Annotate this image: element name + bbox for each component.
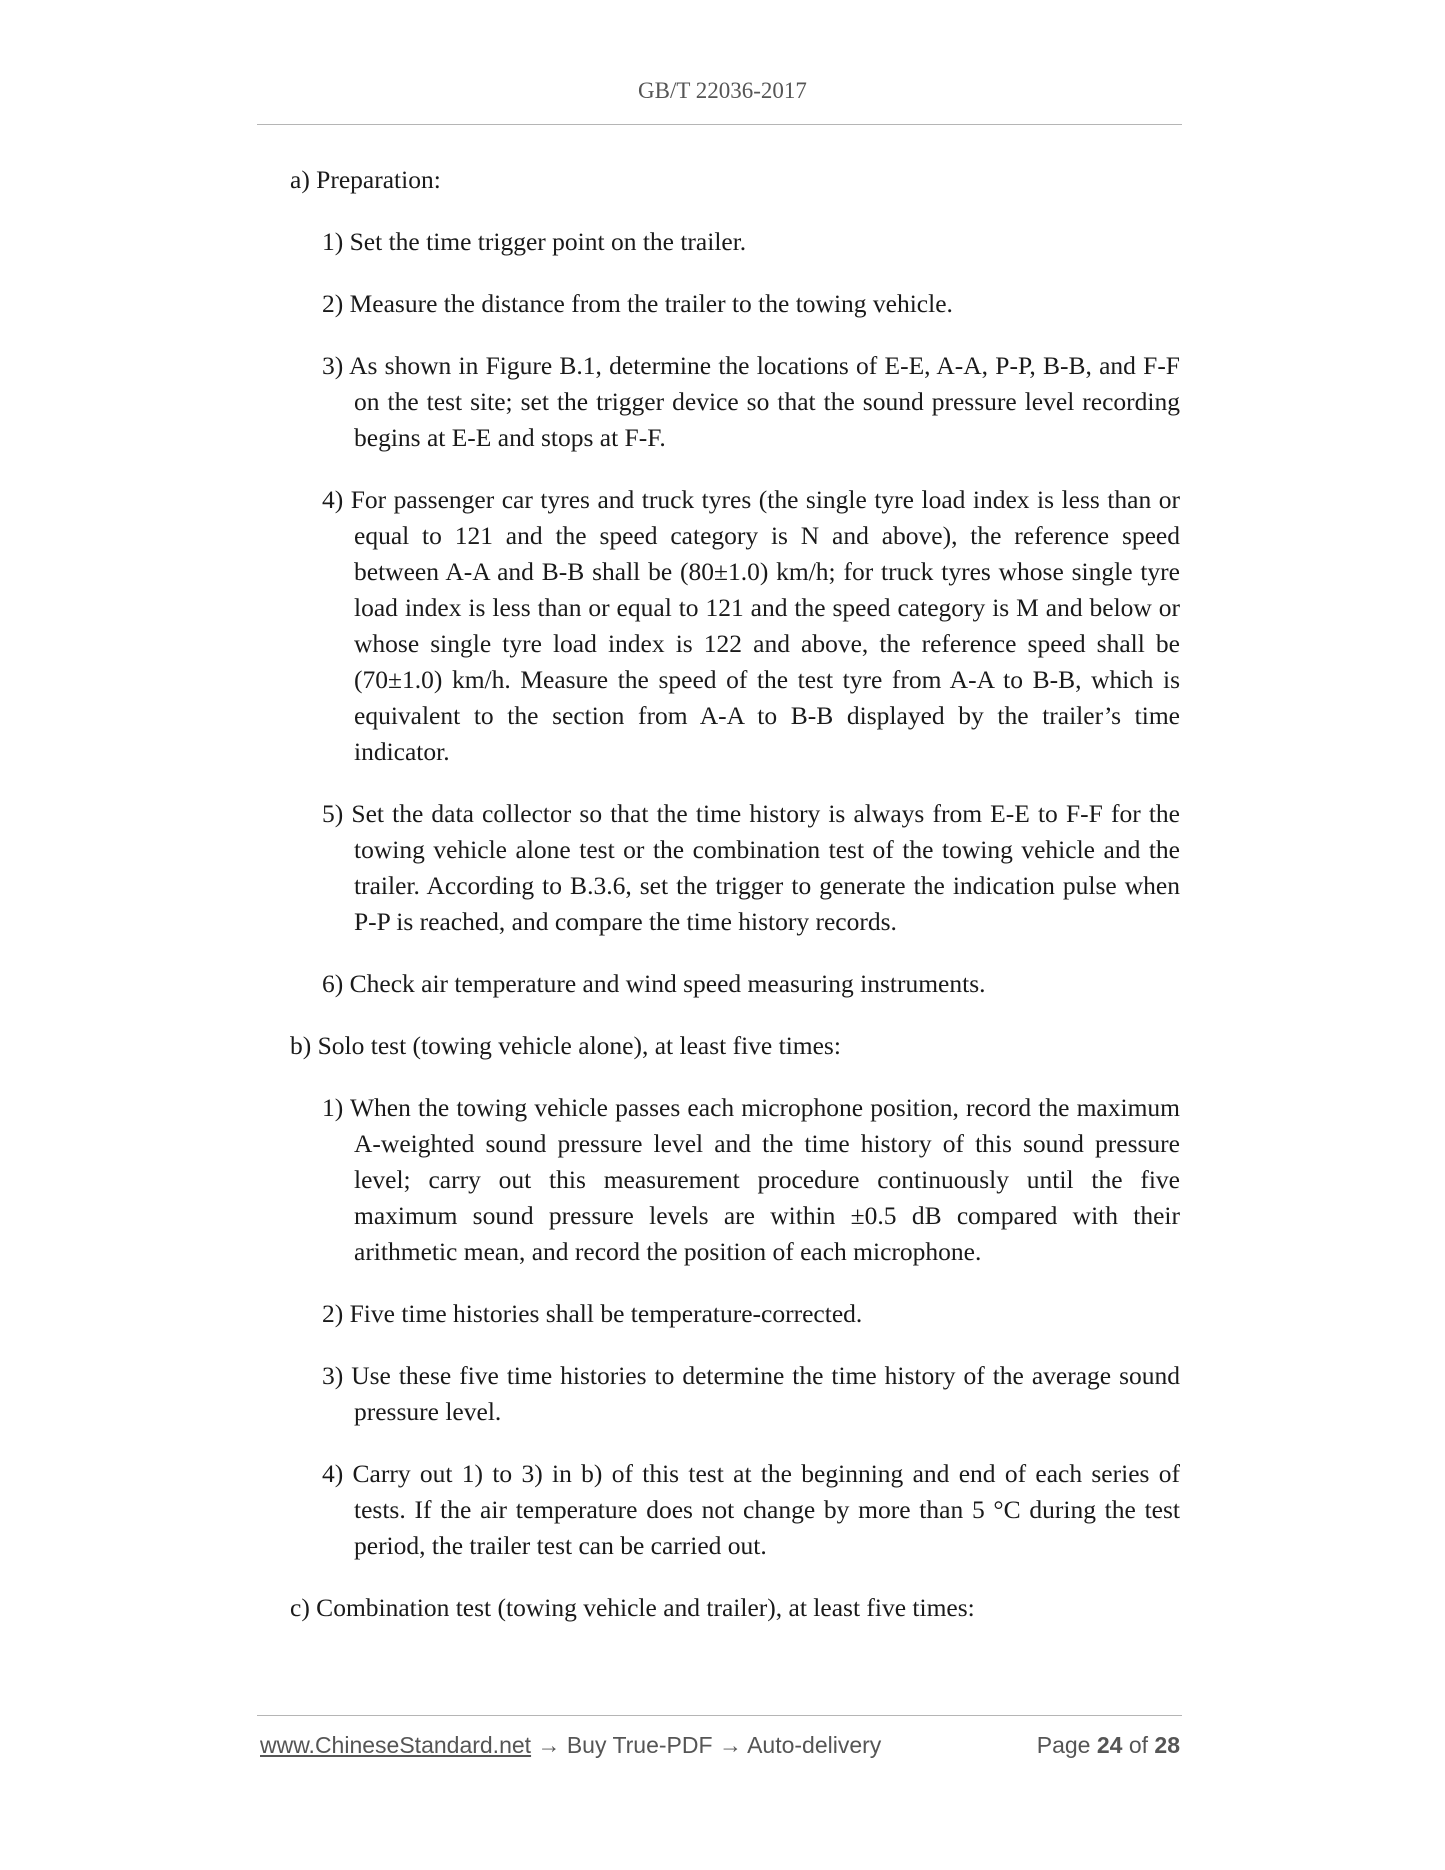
arrow-right-icon: → xyxy=(718,1732,742,1758)
auto-delivery-text: Auto-delivery xyxy=(747,1732,882,1758)
document-body xyxy=(290,162,1180,1652)
footer-divider xyxy=(257,1715,1182,1716)
document-header: GB/T 22036-2017 xyxy=(638,78,807,103)
page-total: 28 xyxy=(1154,1732,1180,1758)
list-item-b4: 4) Carry out 1) to 3) in b) of this test at the beginning and end of each series of tests. If the air temperature does not change by more than 5 °C during the test period, the trailer test can be carried out. xyxy=(322,1459,1180,1560)
section-a-title: a) Preparation: xyxy=(290,165,441,194)
list-item-a1: 1) Set the time trigger point on the trailer. xyxy=(322,227,747,256)
of-label: of xyxy=(1128,1732,1149,1758)
buy-pdf-text: Buy True-PDF xyxy=(566,1732,713,1758)
list-item-a4: 4) For passenger car tyres and truck tyres (the single tyre load index is less than or equal to 121 and the speed category is N and above), the reference speed between A-A and B-B shall be (80±1.0) km/h; for truck tyres whose single tyre load index is less than or equal to 121 and the speed category is M and below or whose single tyre load index is 122 and above, the reference speed shall be (70±1.0) km/h. Measure the speed of the test tyre from A-A to B-B, which is equivalent to the section from A-A to B-B displayed by the trailer’s time indicator. xyxy=(322,485,1180,766)
page-counter xyxy=(1037,1732,1180,1759)
page-label: Page xyxy=(1036,1732,1091,1758)
list-item-b3: 3) Use these five time histories to determine the time history of the average sound pressure level. xyxy=(322,1361,1180,1426)
footer-promo xyxy=(260,1732,881,1759)
list-item-b2: 2) Five time histories shall be temperature-corrected. xyxy=(322,1299,863,1328)
section-c-title: c) Combination test (towing vehicle and trailer), at least five times: xyxy=(290,1593,975,1622)
list-item-a3: 3) As shown in Figure B.1, determine the locations of E-E, A-A, P-P, B-B, and F-F on the test site; set the trigger device so that the sound pressure level recording begins at E-E and stops at F-F. xyxy=(322,351,1180,452)
list-item-a5: 5) Set the data collector so that the time history is always from E-E to F-F for the towing vehicle alone test or the combination test of the towing vehicle and the trailer. According to B.3.6, set the trigger to generate the indication pulse when P-P is reached, and compare the time history records. xyxy=(322,799,1180,936)
website-link[interactable]: www.ChineseStandard.net xyxy=(260,1732,532,1758)
list-item-a2: 2) Measure the distance from the trailer to the towing vehicle. xyxy=(322,289,953,318)
header-divider xyxy=(257,124,1182,125)
arrow-right-icon: → xyxy=(537,1732,561,1758)
list-item-b1: 1) When the towing vehicle passes each microphone position, record the maximum A-weighted sound pressure level and the time history of this sound pressure level; carry out this measurement procedure continuously until the five maximum sound pressure levels are within ±0.5 dB compared with their arithmetic mean, and record the position of each microphone. xyxy=(322,1093,1180,1266)
page-number: 24 xyxy=(1096,1732,1123,1758)
list-item-a6: 6) Check air temperature and wind speed measuring instruments. xyxy=(322,969,986,998)
section-b-title: b) Solo test (towing vehicle alone), at least five times: xyxy=(290,1031,841,1060)
